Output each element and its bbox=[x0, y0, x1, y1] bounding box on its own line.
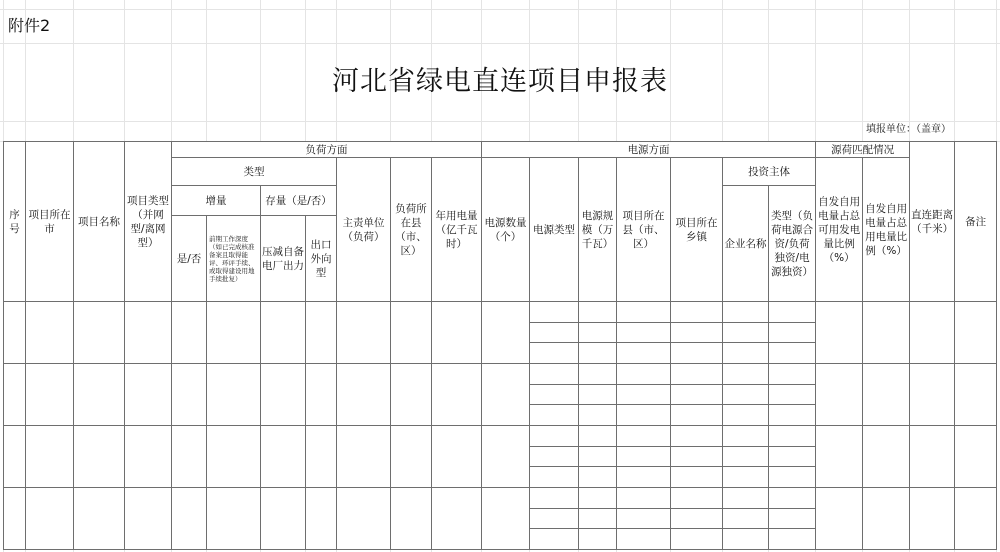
table-cell[interactable] bbox=[4, 426, 26, 488]
table-cell[interactable] bbox=[579, 302, 617, 323]
table-cell[interactable] bbox=[671, 447, 723, 467]
table-cell[interactable] bbox=[261, 488, 306, 550]
table-cell[interactable] bbox=[816, 302, 863, 364]
table-cell[interactable] bbox=[671, 488, 723, 509]
table-cell[interactable] bbox=[207, 364, 261, 426]
table-cell[interactable] bbox=[617, 343, 671, 364]
table-cell[interactable] bbox=[530, 302, 579, 323]
table-cell[interactable] bbox=[617, 302, 671, 323]
table-row bbox=[4, 302, 997, 323]
table-cell[interactable] bbox=[955, 302, 997, 364]
table-cell[interactable] bbox=[482, 488, 530, 550]
table-cell[interactable] bbox=[306, 488, 337, 550]
header-source-scale: 电源规模（万千瓦） bbox=[579, 158, 617, 302]
table-cell[interactable] bbox=[337, 426, 391, 488]
header-stock: 存量（是/否） bbox=[261, 186, 337, 216]
table-cell[interactable] bbox=[530, 529, 579, 550]
table-cell[interactable] bbox=[482, 426, 530, 488]
table-cell[interactable] bbox=[530, 447, 579, 467]
table-cell[interactable] bbox=[723, 323, 769, 343]
header-project-county: 项目所在县（市、区） bbox=[617, 158, 671, 302]
table-cell[interactable] bbox=[671, 323, 723, 343]
table-cell[interactable] bbox=[530, 467, 579, 488]
gridline-horizontal bbox=[0, 9, 1000, 10]
table-cell[interactable] bbox=[769, 467, 816, 488]
header-match: 源荷匹配情况 bbox=[816, 142, 910, 158]
table-cell[interactable] bbox=[723, 405, 769, 426]
header-project-town: 项目所在乡镇 bbox=[671, 158, 723, 302]
table-cell[interactable] bbox=[910, 302, 955, 364]
table-cell[interactable] bbox=[863, 364, 910, 426]
table-cell[interactable] bbox=[910, 364, 955, 426]
table-cell[interactable] bbox=[769, 447, 816, 467]
table-cell[interactable] bbox=[337, 302, 391, 364]
table-cell[interactable] bbox=[579, 385, 617, 405]
table-cell[interactable] bbox=[769, 364, 816, 385]
table-cell[interactable] bbox=[432, 302, 482, 364]
header-name: 项目名称 bbox=[74, 142, 125, 302]
application-table bbox=[3, 141, 997, 550]
table-cell[interactable] bbox=[769, 343, 816, 364]
table-cell[interactable] bbox=[910, 488, 955, 550]
table-cell[interactable] bbox=[26, 302, 74, 364]
table-cell[interactable] bbox=[579, 405, 617, 426]
table-cell[interactable] bbox=[816, 488, 863, 550]
table-cell[interactable] bbox=[172, 488, 207, 550]
table-cell[interactable] bbox=[769, 529, 816, 550]
header-self-gen-ratio: 自发自用电量占总可用发电量比例（%） bbox=[816, 158, 863, 302]
table-cell[interactable] bbox=[617, 405, 671, 426]
table-cell[interactable] bbox=[530, 426, 579, 447]
table-cell[interactable] bbox=[863, 426, 910, 488]
table-cell[interactable] bbox=[530, 509, 579, 529]
table-cell[interactable] bbox=[671, 385, 723, 405]
table-cell[interactable] bbox=[955, 426, 997, 488]
table-cell[interactable] bbox=[74, 426, 125, 488]
table-cell[interactable] bbox=[125, 426, 172, 488]
table-cell[interactable] bbox=[617, 426, 671, 447]
table-cell[interactable] bbox=[391, 488, 432, 550]
table-cell[interactable] bbox=[125, 364, 172, 426]
table-cell[interactable] bbox=[769, 509, 816, 529]
table-cell[interactable] bbox=[530, 364, 579, 385]
header-category: 类型 bbox=[172, 158, 337, 186]
table-cell[interactable] bbox=[769, 385, 816, 405]
table-cell[interactable] bbox=[482, 302, 530, 364]
header-invest-type: 类型（负荷电源合资/负荷独资/电源独资） bbox=[769, 186, 816, 302]
table-cell[interactable] bbox=[723, 447, 769, 467]
header-self-use-ratio: 自发自用电量占总用电量比例（%） bbox=[863, 158, 910, 302]
table-cell[interactable] bbox=[617, 385, 671, 405]
table-cell[interactable] bbox=[530, 323, 579, 343]
table-cell[interactable] bbox=[74, 488, 125, 550]
table-row bbox=[4, 364, 997, 385]
header-main-unit: 主责单位（负荷） bbox=[337, 158, 391, 302]
table-cell[interactable] bbox=[671, 364, 723, 385]
table-cell[interactable] bbox=[617, 509, 671, 529]
table-cell[interactable] bbox=[530, 405, 579, 426]
table-cell[interactable] bbox=[125, 302, 172, 364]
table-cell[interactable] bbox=[391, 364, 432, 426]
table-cell[interactable] bbox=[391, 302, 432, 364]
table-cell[interactable] bbox=[671, 343, 723, 364]
table-cell[interactable] bbox=[579, 323, 617, 343]
header-load-county: 负荷所在县（市、区） bbox=[391, 158, 432, 302]
table-cell[interactable] bbox=[261, 302, 306, 364]
attachment-label: 附件2 bbox=[8, 16, 51, 35]
table-cell[interactable] bbox=[482, 364, 530, 426]
table-cell[interactable] bbox=[671, 529, 723, 550]
table-cell[interactable] bbox=[671, 405, 723, 426]
page-title: 河北省绿电直连项目申报表 bbox=[332, 66, 668, 97]
table-cell[interactable] bbox=[74, 302, 125, 364]
table-cell[interactable] bbox=[617, 323, 671, 343]
table-cell[interactable] bbox=[579, 364, 617, 385]
table-cell[interactable] bbox=[579, 509, 617, 529]
table-cell[interactable] bbox=[863, 488, 910, 550]
table-cell[interactable] bbox=[723, 302, 769, 323]
table-cell[interactable] bbox=[391, 426, 432, 488]
header-annual-power: 年用电量（亿千瓦时） bbox=[432, 158, 482, 302]
table-cell[interactable] bbox=[579, 343, 617, 364]
table-cell[interactable] bbox=[306, 426, 337, 488]
table-cell[interactable] bbox=[769, 426, 816, 447]
table-cell[interactable] bbox=[816, 364, 863, 426]
header-type: 项目类型（并网型/离网型） bbox=[125, 142, 172, 302]
table-cell[interactable] bbox=[432, 488, 482, 550]
header-load-side: 负荷方面 bbox=[172, 142, 482, 158]
table-cell[interactable] bbox=[4, 488, 26, 550]
table-cell[interactable] bbox=[769, 302, 816, 323]
table-cell[interactable] bbox=[723, 488, 769, 509]
table-cell[interactable] bbox=[769, 488, 816, 509]
header-export: 出口外向型 bbox=[306, 216, 337, 302]
table-cell[interactable] bbox=[530, 488, 579, 509]
header-source-side: 电源方面 bbox=[482, 142, 816, 158]
table-cell[interactable] bbox=[432, 364, 482, 426]
table-cell[interactable] bbox=[671, 302, 723, 323]
table-cell[interactable] bbox=[617, 467, 671, 488]
table-cell[interactable] bbox=[816, 426, 863, 488]
gridline-horizontal bbox=[0, 43, 1000, 44]
table-cell[interactable] bbox=[723, 426, 769, 447]
table-cell[interactable] bbox=[125, 488, 172, 550]
table-cell[interactable] bbox=[723, 364, 769, 385]
table-cell[interactable] bbox=[910, 426, 955, 488]
table-cell[interactable] bbox=[172, 426, 207, 488]
header-increment: 增量 bbox=[172, 186, 261, 216]
table-cell[interactable] bbox=[172, 364, 207, 426]
table-cell[interactable] bbox=[723, 509, 769, 529]
table-cell[interactable] bbox=[671, 509, 723, 529]
table-cell[interactable] bbox=[26, 488, 74, 550]
table-cell[interactable] bbox=[579, 467, 617, 488]
table-cell[interactable] bbox=[261, 364, 306, 426]
header-yes-no: 是/否 bbox=[172, 216, 207, 302]
table-row bbox=[4, 488, 997, 509]
header-source-count: 电源数量（个） bbox=[482, 158, 530, 302]
table-cell[interactable] bbox=[74, 364, 125, 426]
header-reduce-self: 压减自备电厂出力 bbox=[261, 216, 306, 302]
table-cell[interactable] bbox=[337, 488, 391, 550]
table-cell[interactable] bbox=[671, 426, 723, 447]
table-cell[interactable] bbox=[769, 323, 816, 343]
table-cell[interactable] bbox=[617, 529, 671, 550]
table-cell[interactable] bbox=[207, 488, 261, 550]
table-cell[interactable] bbox=[955, 364, 997, 426]
table-cell[interactable] bbox=[723, 343, 769, 364]
table-cell[interactable] bbox=[432, 426, 482, 488]
table-cell[interactable] bbox=[261, 426, 306, 488]
table-cell[interactable] bbox=[723, 529, 769, 550]
table-cell[interactable] bbox=[579, 447, 617, 467]
header-pre-work: 前期工作深度（如已完成核准备案且取得能评、环评手续、或取得建设用地手续批复） bbox=[207, 216, 261, 302]
table-cell[interactable] bbox=[617, 364, 671, 385]
table-cell[interactable] bbox=[955, 488, 997, 550]
table-cell[interactable] bbox=[337, 364, 391, 426]
table-cell[interactable] bbox=[530, 343, 579, 364]
gridline-horizontal bbox=[0, 121, 1000, 122]
table-cell[interactable] bbox=[207, 302, 261, 364]
table-cell[interactable] bbox=[4, 364, 26, 426]
table-cell[interactable] bbox=[4, 302, 26, 364]
header-company: 企业名称 bbox=[723, 186, 769, 302]
header-seq: 序号 bbox=[4, 142, 26, 302]
table-cell[interactable] bbox=[172, 302, 207, 364]
table-cell[interactable] bbox=[306, 302, 337, 364]
table-cell[interactable] bbox=[617, 447, 671, 467]
header-distance: 直连距离（千米） bbox=[910, 142, 955, 302]
table-cell[interactable] bbox=[769, 405, 816, 426]
header-remark: 备注 bbox=[955, 142, 997, 302]
table-cell[interactable] bbox=[617, 488, 671, 509]
table-cell[interactable] bbox=[26, 364, 74, 426]
table-cell[interactable] bbox=[671, 467, 723, 488]
filler-unit-label: 填报单位：（盖章） bbox=[866, 124, 951, 135]
table-cell[interactable] bbox=[207, 426, 261, 488]
header-source-type: 电源类型 bbox=[530, 158, 579, 302]
table-cell[interactable] bbox=[723, 467, 769, 488]
table-cell[interactable] bbox=[579, 529, 617, 550]
header-city: 项目所在市 bbox=[26, 142, 74, 302]
table-cell[interactable] bbox=[530, 385, 579, 405]
table-cell[interactable] bbox=[863, 302, 910, 364]
table-cell[interactable] bbox=[723, 385, 769, 405]
table-cell[interactable] bbox=[306, 364, 337, 426]
header-investor: 投资主体 bbox=[723, 158, 816, 186]
table-cell[interactable] bbox=[26, 426, 74, 488]
table-row bbox=[4, 426, 997, 447]
table-cell[interactable] bbox=[579, 426, 617, 447]
table-cell[interactable] bbox=[579, 488, 617, 509]
